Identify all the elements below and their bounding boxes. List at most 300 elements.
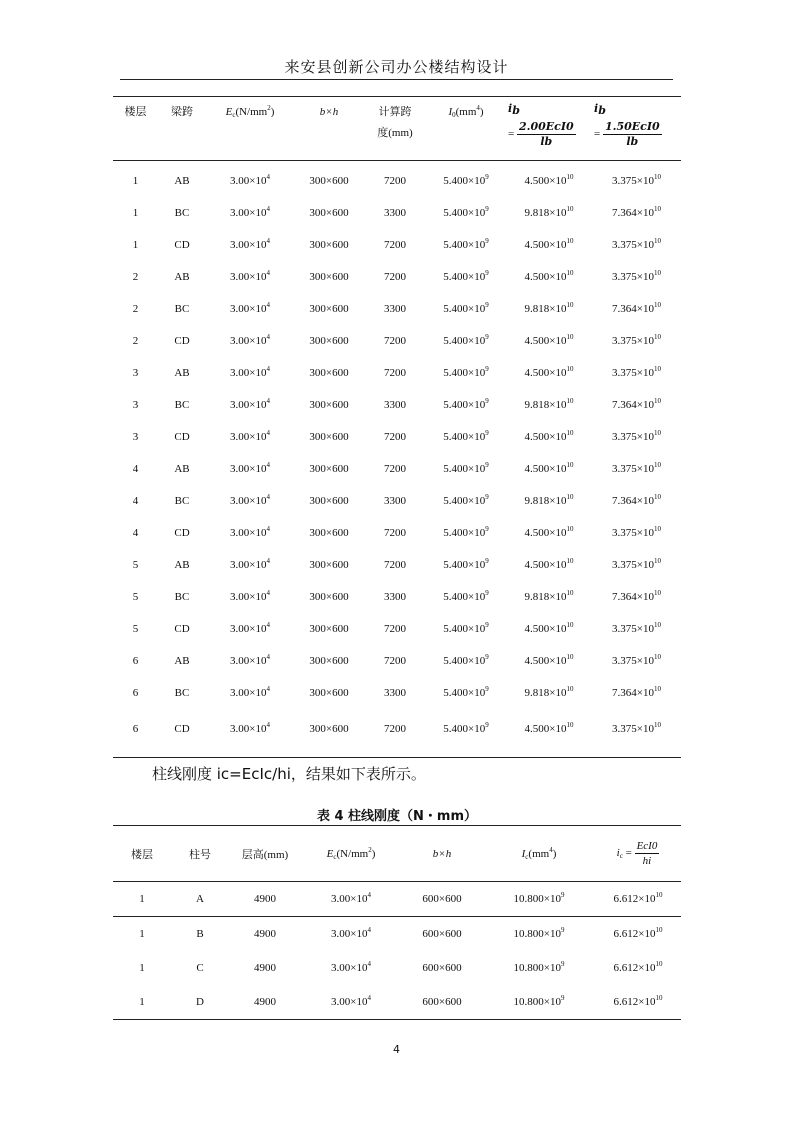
length-cell <box>364 581 426 613</box>
ib2-cell-value: 3.375×10 <box>612 367 654 379</box>
bh-cell <box>294 677 364 709</box>
floor-cell-value: 1 <box>132 207 139 219</box>
ib1-cell-value: 4.500×10 <box>524 367 567 379</box>
i0-cell <box>426 517 506 549</box>
ib2-cell-exponent: 10 <box>653 461 661 469</box>
span-cell <box>158 261 206 293</box>
ec-cell-exponent: 4 <box>266 365 270 373</box>
length-cell <box>364 389 426 421</box>
floor-cell-value: 1 <box>139 996 145 1008</box>
floor-cell <box>113 357 158 389</box>
bh-cell-value: 600×600 <box>422 893 462 905</box>
ic-cell <box>483 951 595 985</box>
ib2-cell-value: 3.375×10 <box>612 431 654 443</box>
icc-cell-value: 6.612×10 <box>613 928 656 940</box>
i0-cell-exponent: 9 <box>485 429 489 437</box>
bh-cell <box>401 882 483 917</box>
span-cell-value: CD <box>174 723 190 735</box>
length-cell-value: 3300 <box>384 687 406 699</box>
ib2-cell <box>592 453 681 485</box>
ib2-cell-value: 7.364×10 <box>612 399 654 411</box>
table-row <box>113 293 681 325</box>
i0-cell-exponent: 9 <box>485 557 489 565</box>
ib2-cell <box>592 709 681 758</box>
ec-cell-value: 3.00×10 <box>230 687 267 699</box>
ib1-cell <box>506 293 592 325</box>
ic-cell <box>483 985 595 1020</box>
ib2-numerator: 1.50EcI0 <box>604 120 660 133</box>
ib1-cell-value: 4.500×10 <box>524 431 567 443</box>
ec-cell-value: 3.00×10 <box>331 928 368 940</box>
ib1-fraction <box>517 120 576 149</box>
icc-numerator: EcI0 <box>636 840 658 852</box>
bh-cell <box>294 389 364 421</box>
ec-cell <box>206 613 294 645</box>
bh-cell <box>294 485 364 517</box>
i0-unit: (mm <box>455 106 477 118</box>
i0-cell-exponent: 9 <box>485 365 489 373</box>
ib2-cell <box>592 389 681 421</box>
ic-cell <box>483 882 595 917</box>
icc-cell-exponent: 10 <box>655 960 663 968</box>
i0-cell-value: 5.400×10 <box>443 335 486 347</box>
floor-cell <box>113 581 158 613</box>
ib1-cell <box>506 677 592 709</box>
ib2-cell <box>592 581 681 613</box>
i0-cell-exponent: 9 <box>485 333 489 341</box>
floor-cell <box>113 261 158 293</box>
i0-cell-value: 5.400×10 <box>443 431 486 443</box>
column-stiffness-paragraph: 柱线刚度 ic=EcIc/hi，结果如下表所示。 <box>152 765 426 783</box>
ib1-cell-exponent: 10 <box>566 365 574 373</box>
ib1-cell-exponent: 10 <box>566 493 574 501</box>
span-cell-value: AB <box>174 655 190 667</box>
ec-cell-value: 3.00×10 <box>230 463 267 475</box>
i0-cell-value: 5.400×10 <box>443 271 486 283</box>
i0-cell-value: 5.400×10 <box>443 559 486 571</box>
i0-cell-value: 5.400×10 <box>443 367 486 379</box>
span-cell <box>158 613 206 645</box>
i0-cell <box>426 389 506 421</box>
col-header-height: 层高(mm) <box>241 848 289 861</box>
ec-cell-value: 3.00×10 <box>230 303 267 315</box>
ib1-cell-exponent: 10 <box>566 557 574 565</box>
ec-cell-exponent: 4 <box>266 621 270 629</box>
ib2-cell <box>592 613 681 645</box>
icc-cell-exponent: 10 <box>655 994 663 1002</box>
ib2-cell-value: 3.375×10 <box>612 527 654 539</box>
ib2-cell-exponent: 10 <box>653 365 661 373</box>
height-cell-value: 4900 <box>254 962 276 974</box>
i0-cell-exponent: 9 <box>485 621 489 629</box>
ic-cell-value: 10.800×10 <box>513 893 561 905</box>
ib2-cell <box>592 677 681 709</box>
ib1-cell-value: 9.818×10 <box>524 687 567 699</box>
i0-unit-sup: 4 <box>476 104 480 112</box>
col-cell-value: B <box>196 928 204 940</box>
floor-cell-value: 4 <box>132 495 139 507</box>
span-cell <box>158 389 206 421</box>
ic-cell-value: 10.800×10 <box>513 962 561 974</box>
i0-cell <box>426 581 506 613</box>
ib2-cell-exponent: 10 <box>653 301 661 309</box>
table-row <box>113 677 681 709</box>
floor-cell-value: 3 <box>132 399 139 411</box>
ib1-cell <box>506 325 592 357</box>
ib2-cell <box>592 549 681 581</box>
i0-cell-exponent: 9 <box>485 589 489 597</box>
i0-cell <box>426 357 506 389</box>
i0-unit-end: ) <box>479 106 484 118</box>
ib1-cell-exponent: 10 <box>566 721 574 729</box>
column-table-header-row <box>113 826 681 882</box>
ib2-cell-value: 3.375×10 <box>612 271 654 283</box>
span-cell-value: BC <box>174 399 190 411</box>
i0-cell-exponent: 9 <box>485 525 489 533</box>
ib1-cell-value: 4.500×10 <box>524 239 567 251</box>
ib2-cell-exponent: 10 <box>653 237 661 245</box>
ib2-cell-exponent: 10 <box>653 397 661 405</box>
ib2-sub: b <box>598 104 606 117</box>
ib1-cell <box>506 261 592 293</box>
floor-cell-value: 1 <box>132 175 139 187</box>
col-cell-value: A <box>196 893 204 905</box>
ib2-cell <box>592 261 681 293</box>
bh-cell-value: 300×600 <box>309 271 349 283</box>
header-ib-150 <box>592 97 681 161</box>
floor-cell-value: 1 <box>139 928 145 940</box>
ic-cell-value: 10.800×10 <box>513 996 561 1008</box>
floor-cell-value: 2 <box>132 335 139 347</box>
i0-cell-exponent: 9 <box>485 397 489 405</box>
ib1-cell-value: 4.500×10 <box>524 175 567 187</box>
i0-cell <box>426 229 506 261</box>
beam-table-header-row <box>113 97 681 161</box>
i0-cell <box>426 677 506 709</box>
floor-cell-value: 5 <box>132 559 139 571</box>
i0-cell-exponent: 9 <box>485 205 489 213</box>
ec-cell-exponent: 4 <box>266 173 270 181</box>
ib1-cell-exponent: 10 <box>566 685 574 693</box>
ec-cell-exponent: 4 <box>266 525 270 533</box>
col-header-col: 柱号 <box>189 848 211 861</box>
table-caption: 表 4 柱线刚度（N・mm） <box>316 809 478 824</box>
span-cell-value: CD <box>174 335 190 347</box>
ib1-cell-value: 9.818×10 <box>524 591 567 603</box>
col-ec-unit: (N/mm <box>336 847 369 860</box>
bh-cell <box>401 985 483 1020</box>
floor-cell <box>113 613 158 645</box>
length-cell-value: 7200 <box>384 655 406 667</box>
ec-cell-exponent: 4 <box>266 429 270 437</box>
bh-cell-value: 300×600 <box>309 207 349 219</box>
ib2-cell <box>592 517 681 549</box>
table-row <box>113 985 681 1020</box>
floor-cell-value: 5 <box>132 591 139 603</box>
icc-cell <box>595 951 681 985</box>
ec-cell-exponent: 4 <box>266 721 270 729</box>
beam-stiffness-table <box>113 96 681 758</box>
ec-cell-exponent: 4 <box>266 589 270 597</box>
ib2-fraction <box>603 120 662 149</box>
bh-cell <box>294 293 364 325</box>
ec-cell-value: 3.00×10 <box>331 996 368 1008</box>
height-cell <box>229 917 301 952</box>
ib1-eq: = <box>508 128 515 141</box>
ec-cell <box>206 581 294 613</box>
ec-cell-exponent: 4 <box>266 269 270 277</box>
ib2-cell-exponent: 10 <box>653 493 661 501</box>
length-cell <box>364 357 426 389</box>
icc-cell <box>595 882 681 917</box>
length-cell-value: 3300 <box>384 207 406 219</box>
ib2-cell-exponent: 10 <box>653 429 661 437</box>
ec-cell-value: 3.00×10 <box>230 527 267 539</box>
table-row <box>113 517 681 549</box>
ec-cell-exponent: 4 <box>266 685 270 693</box>
bh-cell <box>294 645 364 677</box>
ec-cell-exponent: 4 <box>367 891 371 899</box>
ib1-cell <box>506 421 592 453</box>
ec-cell-value: 3.00×10 <box>230 431 267 443</box>
bh-cell-value: 300×600 <box>309 239 349 251</box>
i0-cell <box>426 161 506 198</box>
ec-cell-value: 3.00×10 <box>230 207 267 219</box>
span-cell-value: BC <box>174 495 190 507</box>
ec-cell <box>206 421 294 453</box>
ec-cell <box>301 917 401 952</box>
page-header: 来安县创新公司办公楼结构设计 <box>284 58 509 76</box>
length-cell-value: 7200 <box>384 335 406 347</box>
ib2-cell-exponent: 10 <box>653 685 661 693</box>
i0-cell-exponent: 9 <box>485 461 489 469</box>
col-ec-unit-end: ) <box>371 847 376 860</box>
icc-cell-value: 6.612×10 <box>613 893 656 905</box>
i0-cell <box>426 549 506 581</box>
span-cell-value: AB <box>174 175 190 187</box>
ec-cell <box>206 229 294 261</box>
i0-cell-value: 5.400×10 <box>443 687 486 699</box>
ib1-cell <box>506 581 592 613</box>
length-cell <box>364 197 426 229</box>
ec-cell <box>206 645 294 677</box>
header-i0 <box>426 97 506 161</box>
span-cell <box>158 421 206 453</box>
ib2-cell-exponent: 10 <box>653 333 661 341</box>
length-cell-value: 7200 <box>384 463 406 475</box>
floor-cell-value: 6 <box>132 655 139 667</box>
ec-cell <box>206 197 294 229</box>
span-cell <box>158 325 206 357</box>
ec-cell-exponent: 4 <box>367 926 371 934</box>
bh-cell <box>294 229 364 261</box>
ec-cell-exponent: 4 <box>266 301 270 309</box>
bh-cell <box>294 261 364 293</box>
i0-cell-exponent: 9 <box>485 653 489 661</box>
length-cell <box>364 709 426 758</box>
floor-cell <box>113 453 158 485</box>
floor-cell-value: 6 <box>132 687 139 699</box>
ib1-cell-exponent: 10 <box>566 621 574 629</box>
ec-cell-exponent: 4 <box>266 653 270 661</box>
header-ib-200 <box>506 97 592 161</box>
bh-cell-value: 300×600 <box>309 527 349 539</box>
floor-cell <box>113 882 171 917</box>
col-cell <box>171 985 229 1020</box>
ib2-cell <box>592 357 681 389</box>
table-row <box>113 197 681 229</box>
span-cell <box>158 453 206 485</box>
icc-cell <box>595 985 681 1020</box>
bh-cell <box>294 357 364 389</box>
floor-cell <box>113 421 158 453</box>
bh-cell-value: 300×600 <box>309 367 349 379</box>
col-cell <box>171 882 229 917</box>
bh-cell-value: 300×600 <box>309 591 349 603</box>
col-header-ec <box>301 826 401 882</box>
ec-cell <box>206 677 294 709</box>
ec-cell <box>206 453 294 485</box>
bh-cell-value: 300×600 <box>309 431 349 443</box>
bh-cell-value: 300×600 <box>309 559 349 571</box>
bh-cell-value: 300×600 <box>309 335 349 347</box>
ib2-cell-value: 7.364×10 <box>612 687 654 699</box>
ec-cell-exponent: 4 <box>266 461 270 469</box>
icc-cell-exponent: 10 <box>655 926 663 934</box>
span-cell-value: CD <box>174 239 190 251</box>
col-cell-value: C <box>196 962 204 974</box>
bh-cell-value: 300×600 <box>309 687 349 699</box>
length-cell <box>364 549 426 581</box>
ib2-cell-value: 3.375×10 <box>612 239 654 251</box>
ib2-cell-value: 7.364×10 <box>612 591 654 603</box>
i0-cell-value: 5.400×10 <box>443 623 486 635</box>
floor-cell <box>113 161 158 198</box>
span-cell <box>158 709 206 758</box>
bh-cell-value: 300×600 <box>309 303 349 315</box>
ec-cell-value: 3.00×10 <box>230 175 267 187</box>
ic-cell-exponent: 9 <box>560 926 565 934</box>
ec-cell <box>206 549 294 581</box>
i0-cell <box>426 645 506 677</box>
length-cell-value: 7200 <box>384 175 406 187</box>
i0-cell <box>426 453 506 485</box>
bh-cell <box>294 581 364 613</box>
ib1-cell <box>506 357 592 389</box>
ec-cell-value: 3.00×10 <box>230 591 267 603</box>
i0-sub: 0 <box>452 111 456 119</box>
ib1-cell <box>506 389 592 421</box>
ec-unit-end: ) <box>270 106 275 118</box>
ib2-cell <box>592 293 681 325</box>
span-cell <box>158 197 206 229</box>
length-cell <box>364 613 426 645</box>
bh-cell-value: 300×600 <box>309 655 349 667</box>
span-cell <box>158 293 206 325</box>
ib1-cell-exponent: 10 <box>566 461 574 469</box>
ec-cell-exponent: 4 <box>367 960 371 968</box>
bh-cell-value: 600×600 <box>422 928 462 940</box>
ib1-cell <box>506 161 592 198</box>
ec-cell-value: 3.00×10 <box>230 367 267 379</box>
ib1-cell-value: 4.500×10 <box>524 335 567 347</box>
header-calc-span <box>364 97 426 161</box>
height-cell <box>229 985 301 1020</box>
i0-cell-exponent: 9 <box>485 301 489 309</box>
ec-cell-value: 3.00×10 <box>230 723 267 735</box>
icc-cell-value: 6.612×10 <box>613 962 656 974</box>
span-cell <box>158 549 206 581</box>
length-cell <box>364 517 426 549</box>
ib2-cell <box>592 197 681 229</box>
ec-cell-value: 3.00×10 <box>230 623 267 635</box>
table-row <box>113 709 681 758</box>
ec-sub: c <box>232 111 236 119</box>
ib1-label: i <box>508 102 513 115</box>
floor-cell <box>113 645 158 677</box>
length-cell-value: 7200 <box>384 623 406 635</box>
col-header-icc <box>595 826 681 882</box>
span-cell <box>158 645 206 677</box>
i0-cell-value: 5.400×10 <box>443 527 486 539</box>
table-row <box>113 261 681 293</box>
i0-cell <box>426 261 506 293</box>
ib2-cell-exponent: 10 <box>653 173 661 181</box>
ib1-cell-exponent: 10 <box>566 301 574 309</box>
icc-eq: = <box>622 847 635 860</box>
span-cell <box>158 161 206 198</box>
i0-cell-value: 5.400×10 <box>443 723 486 735</box>
ib2-cell-exponent: 10 <box>653 205 661 213</box>
ib2-cell-value: 3.375×10 <box>612 335 654 347</box>
length-cell <box>364 293 426 325</box>
ib1-cell-value: 9.818×10 <box>524 207 567 219</box>
floor-cell-value: 5 <box>132 623 139 635</box>
length-cell-value: 7200 <box>384 239 406 251</box>
table-row <box>113 325 681 357</box>
ib2-cell-value: 3.375×10 <box>612 559 654 571</box>
i0-cell <box>426 421 506 453</box>
header-bh: b×h <box>319 106 339 118</box>
i0-cell-value: 5.400×10 <box>443 207 486 219</box>
col-ec-symbol: E <box>326 847 334 860</box>
span-cell <box>158 677 206 709</box>
col-cell <box>171 917 229 952</box>
span-cell <box>158 517 206 549</box>
ib1-cell-exponent: 10 <box>566 525 574 533</box>
header-rule <box>120 79 673 80</box>
length-cell <box>364 161 426 198</box>
ec-cell <box>206 261 294 293</box>
span-cell <box>158 485 206 517</box>
floor-cell <box>113 229 158 261</box>
ib1-cell <box>506 229 592 261</box>
col-ec-sub: c <box>333 852 337 861</box>
ic-cell-exponent: 9 <box>560 891 565 899</box>
icc-cell-exponent: 10 <box>655 891 663 899</box>
i0-cell-value: 5.400×10 <box>443 591 486 603</box>
ic-unit-sup: 4 <box>549 845 553 854</box>
length-cell <box>364 645 426 677</box>
header-floor: 楼层 <box>124 106 147 118</box>
ib2-cell-value: 3.375×10 <box>612 655 654 667</box>
ib2-cell-exponent: 10 <box>653 721 661 729</box>
floor-cell <box>113 985 171 1020</box>
col-header-floor: 楼层 <box>131 848 153 861</box>
ec-cell-value: 3.00×10 <box>230 655 267 667</box>
height-cell <box>229 882 301 917</box>
table-row <box>113 951 681 985</box>
